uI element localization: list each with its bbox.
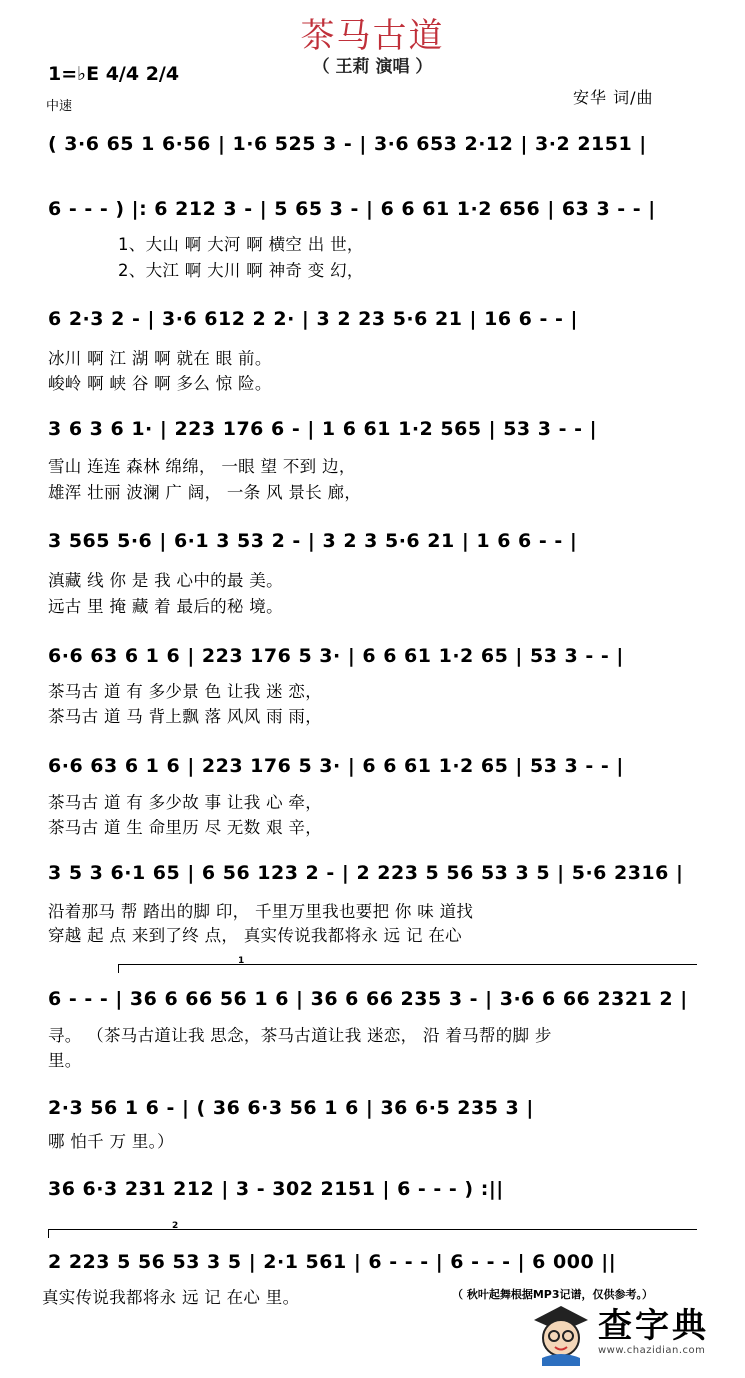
score-row-3-lyrics-verse2: 峻岭 啊 峡 谷 啊 多么 惊 险。 — [48, 374, 272, 393]
score-row-5-lyrics-verse2: 远古 里 掩 藏 着 最后的秘 境。 — [48, 597, 283, 616]
tempo-marking: 中速 — [46, 99, 73, 114]
score-row-7-notes: 6·6 63 6 1 6 | 223 176 5 3· | 6 6 61 1·2 65 | 53 3 - - | — [48, 755, 624, 777]
watermark-brand: 查字典 — [598, 1306, 709, 1346]
score-row-8-notes: 3 5 3 6·1 65 | 6 56 123 2 - | 2 223 5 56 53 3 5 | 5·6 2316 | — [48, 862, 684, 884]
score-row-2-lyrics-verse1: 1、大山 啊 大河 啊 横空 出 世， — [118, 235, 364, 254]
score-row-10-lyrics: 哪 怕千 万 里。） — [48, 1132, 174, 1151]
score-row-4-notes: 3 6 3 6 1· | 223 176 6 - | 1 6 61 1·2 565 | 53 3 - - | — [48, 418, 598, 440]
score-row-12-lyrics: 真实传说我都将永 远 记 在心 里。 — [42, 1288, 300, 1307]
score-row-6-lyrics-verse2: 茶马古 道 马 背上飘 落 风风 雨 雨， — [48, 707, 323, 726]
second-ending-number: 2 — [172, 1221, 179, 1231]
first-ending-bracket — [118, 964, 697, 973]
page-title: 茶马古道 — [300, 16, 445, 56]
scholar-cartoon-icon — [528, 1298, 594, 1368]
score-row-1-notes: ( 3·6 65 1 6·56 | 1·6 525 3 - | 3·6 653 2·12 | 3·2 2151 | — [48, 133, 647, 155]
score-row-7-lyrics-verse1: 茶马古 道 有 多少故 事 让我 心 牵， — [48, 793, 323, 812]
watermark-url: www.chazidian.com — [598, 1345, 706, 1356]
score-row-9-notes: 6 - - - | 36 6 66 56 1 6 | 36 6 66 235 3 - | 3·6 6 66 2321 2 | — [48, 988, 688, 1010]
score-row-5-lyrics-verse1: 滇藏 线 你 是 我 心中的最 美。 — [48, 571, 283, 590]
key-signature: 1=♭E 4/4 2/4 — [48, 63, 180, 85]
score-row-7-lyrics-verse2: 茶马古 道 生 命里历 尽 无数 艰 辛， — [48, 818, 323, 837]
score-row-8-lyrics-verse1: 沿着那马 帮 踏出的脚 印， 千里万里我也要把 你 味 道找 — [48, 902, 474, 921]
singer-credit: （ 王莉 演唱 ） — [312, 57, 433, 77]
score-row-2-notes: 6 - - - ) |: 6 212 3 - | 5 65 3 - | 6 6 61 1·2 656 | 63 3 - - | — [48, 198, 656, 220]
second-ending-bracket — [48, 1229, 697, 1238]
score-row-6-lyrics-verse1: 茶马古 道 有 多少景 色 让我 迷 恋， — [48, 682, 323, 701]
score-row-12-notes: 2 223 5 56 53 3 5 | 2·1 561 | 6 - - - | 6 - - - | 6 000 || — [48, 1251, 617, 1273]
score-row-9-lyrics-line1: 寻。 （茶马古道让我 思念，茶马古道让我 迷恋， 沿 着马帮的脚 步 — [48, 1026, 552, 1045]
score-row-9-lyrics-line2: 里。 — [48, 1051, 82, 1070]
score-row-4-lyrics-verse1: 雪山 连连 森林 绵绵， 一眼 望 不到 边， — [48, 457, 356, 476]
author-credit: 安华 词/曲 — [573, 88, 654, 107]
score-row-5-notes: 3 565 5·6 | 6·1 3 53 2 - | 3 2 3 5·6 21 | 1 6 6 - - | — [48, 530, 578, 552]
score-row-8-lyrics-verse2: 穿越 起 点 来到了终 点， 真实传说我都将永 远 记 在心 — [48, 926, 462, 945]
score-row-11-notes: 36 6·3 231 212 | 3 - 302 2151 | 6 - - - ) :|| — [48, 1178, 504, 1200]
score-row-6-notes: 6·6 63 6 1 6 | 223 176 5 3· | 6 6 61 1·2 65 | 53 3 - - | — [48, 645, 624, 667]
first-ending-number: 1 — [238, 956, 245, 966]
score-row-10-notes: 2·3 56 1 6 - | ( 36 6·3 56 1 6 | 36 6·5 235 3 | — [48, 1097, 534, 1119]
score-row-2-lyrics-verse2: 2、大江 啊 大川 啊 神奇 变 幻， — [118, 261, 364, 280]
transcription-note: （ 秋叶起舞根据MP3记谱，仅供参考。） — [452, 1288, 653, 1301]
score-row-3-lyrics-verse1: 冰川 啊 江 湖 啊 就在 眼 前。 — [48, 349, 272, 368]
score-row-4-lyrics-verse2: 雄浑 壮丽 波澜 广 阔， 一条 风 景长 廊， — [48, 483, 362, 502]
score-row-3-notes: 6 2·3 2 - | 3·6 612 2 2· | 3 2 23 5·6 21 | 16 6 - - | — [48, 308, 578, 330]
